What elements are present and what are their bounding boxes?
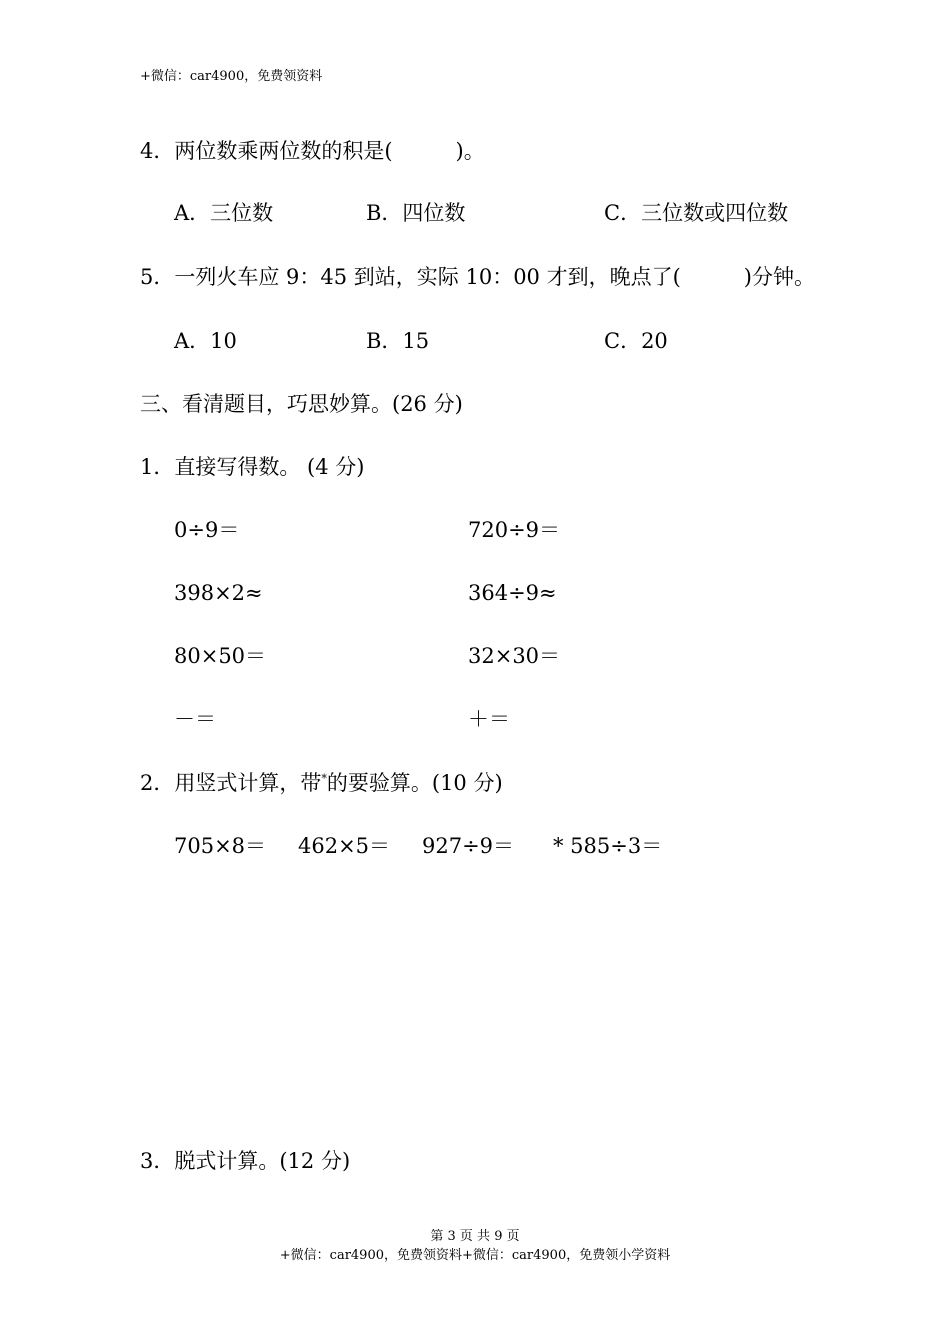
oral-calc-item: 32×30＝: [468, 644, 561, 668]
oral-calc-item: 0÷9＝: [174, 518, 240, 542]
sub2-title-before: 2．用竖式计算，带: [140, 771, 322, 795]
question-4-option-b: B．四位数: [366, 201, 466, 225]
question-5-stem: 5．一列火车应 9：45 到站，实际 10：00 才到，晚点了( )分钟。: [140, 265, 815, 289]
question-5-option-c: C．20: [604, 329, 668, 353]
footer-watermark: +微信：car4900，免费领资料+微信：car4900，免费领小学资料: [279, 1248, 671, 1263]
vertical-calc-item: * 585÷3＝: [553, 834, 663, 858]
vertical-calc-item: 927÷9＝: [422, 834, 515, 858]
question-5-option-b: B．15: [366, 329, 430, 353]
section-3-sub2-title: [140, 769, 503, 797]
oral-calc-item: 80×50＝: [174, 644, 267, 668]
oral-calc-item: ＋＝: [468, 707, 510, 731]
oral-calc-item: 398×2≈: [174, 581, 263, 605]
page-number: 第 3 页 共 9 页: [430, 1229, 520, 1244]
question-4-stem: 4．两位数乘两位数的积是( )。: [140, 139, 485, 163]
question-5-option-a: A．10: [174, 329, 237, 353]
header-watermark: +微信：car4900，免费领资料: [140, 69, 323, 84]
section-3-sub3-title: 3．脱式计算。(12 分): [140, 1149, 351, 1173]
oral-calc-item: －＝: [174, 707, 216, 731]
oral-calc-item: 720÷9＝: [468, 518, 561, 542]
question-4-option-a: A．三位数: [174, 201, 274, 225]
vertical-calc-item: 462×5＝: [298, 834, 391, 858]
sub2-title-asterisk: *: [321, 772, 327, 785]
vertical-calc-item: 705×8＝: [174, 834, 267, 858]
section-3-title: 三、看清题目，巧思妙算。(26 分): [140, 392, 463, 416]
question-4-option-c: C．三位数或四位数: [604, 201, 789, 225]
sub2-title-after: 的要验算。(10 分): [326, 771, 503, 795]
section-3-sub1-title: 1．直接写得数。 (4 分): [140, 455, 365, 479]
oral-calc-item: 364÷9≈: [468, 581, 557, 605]
